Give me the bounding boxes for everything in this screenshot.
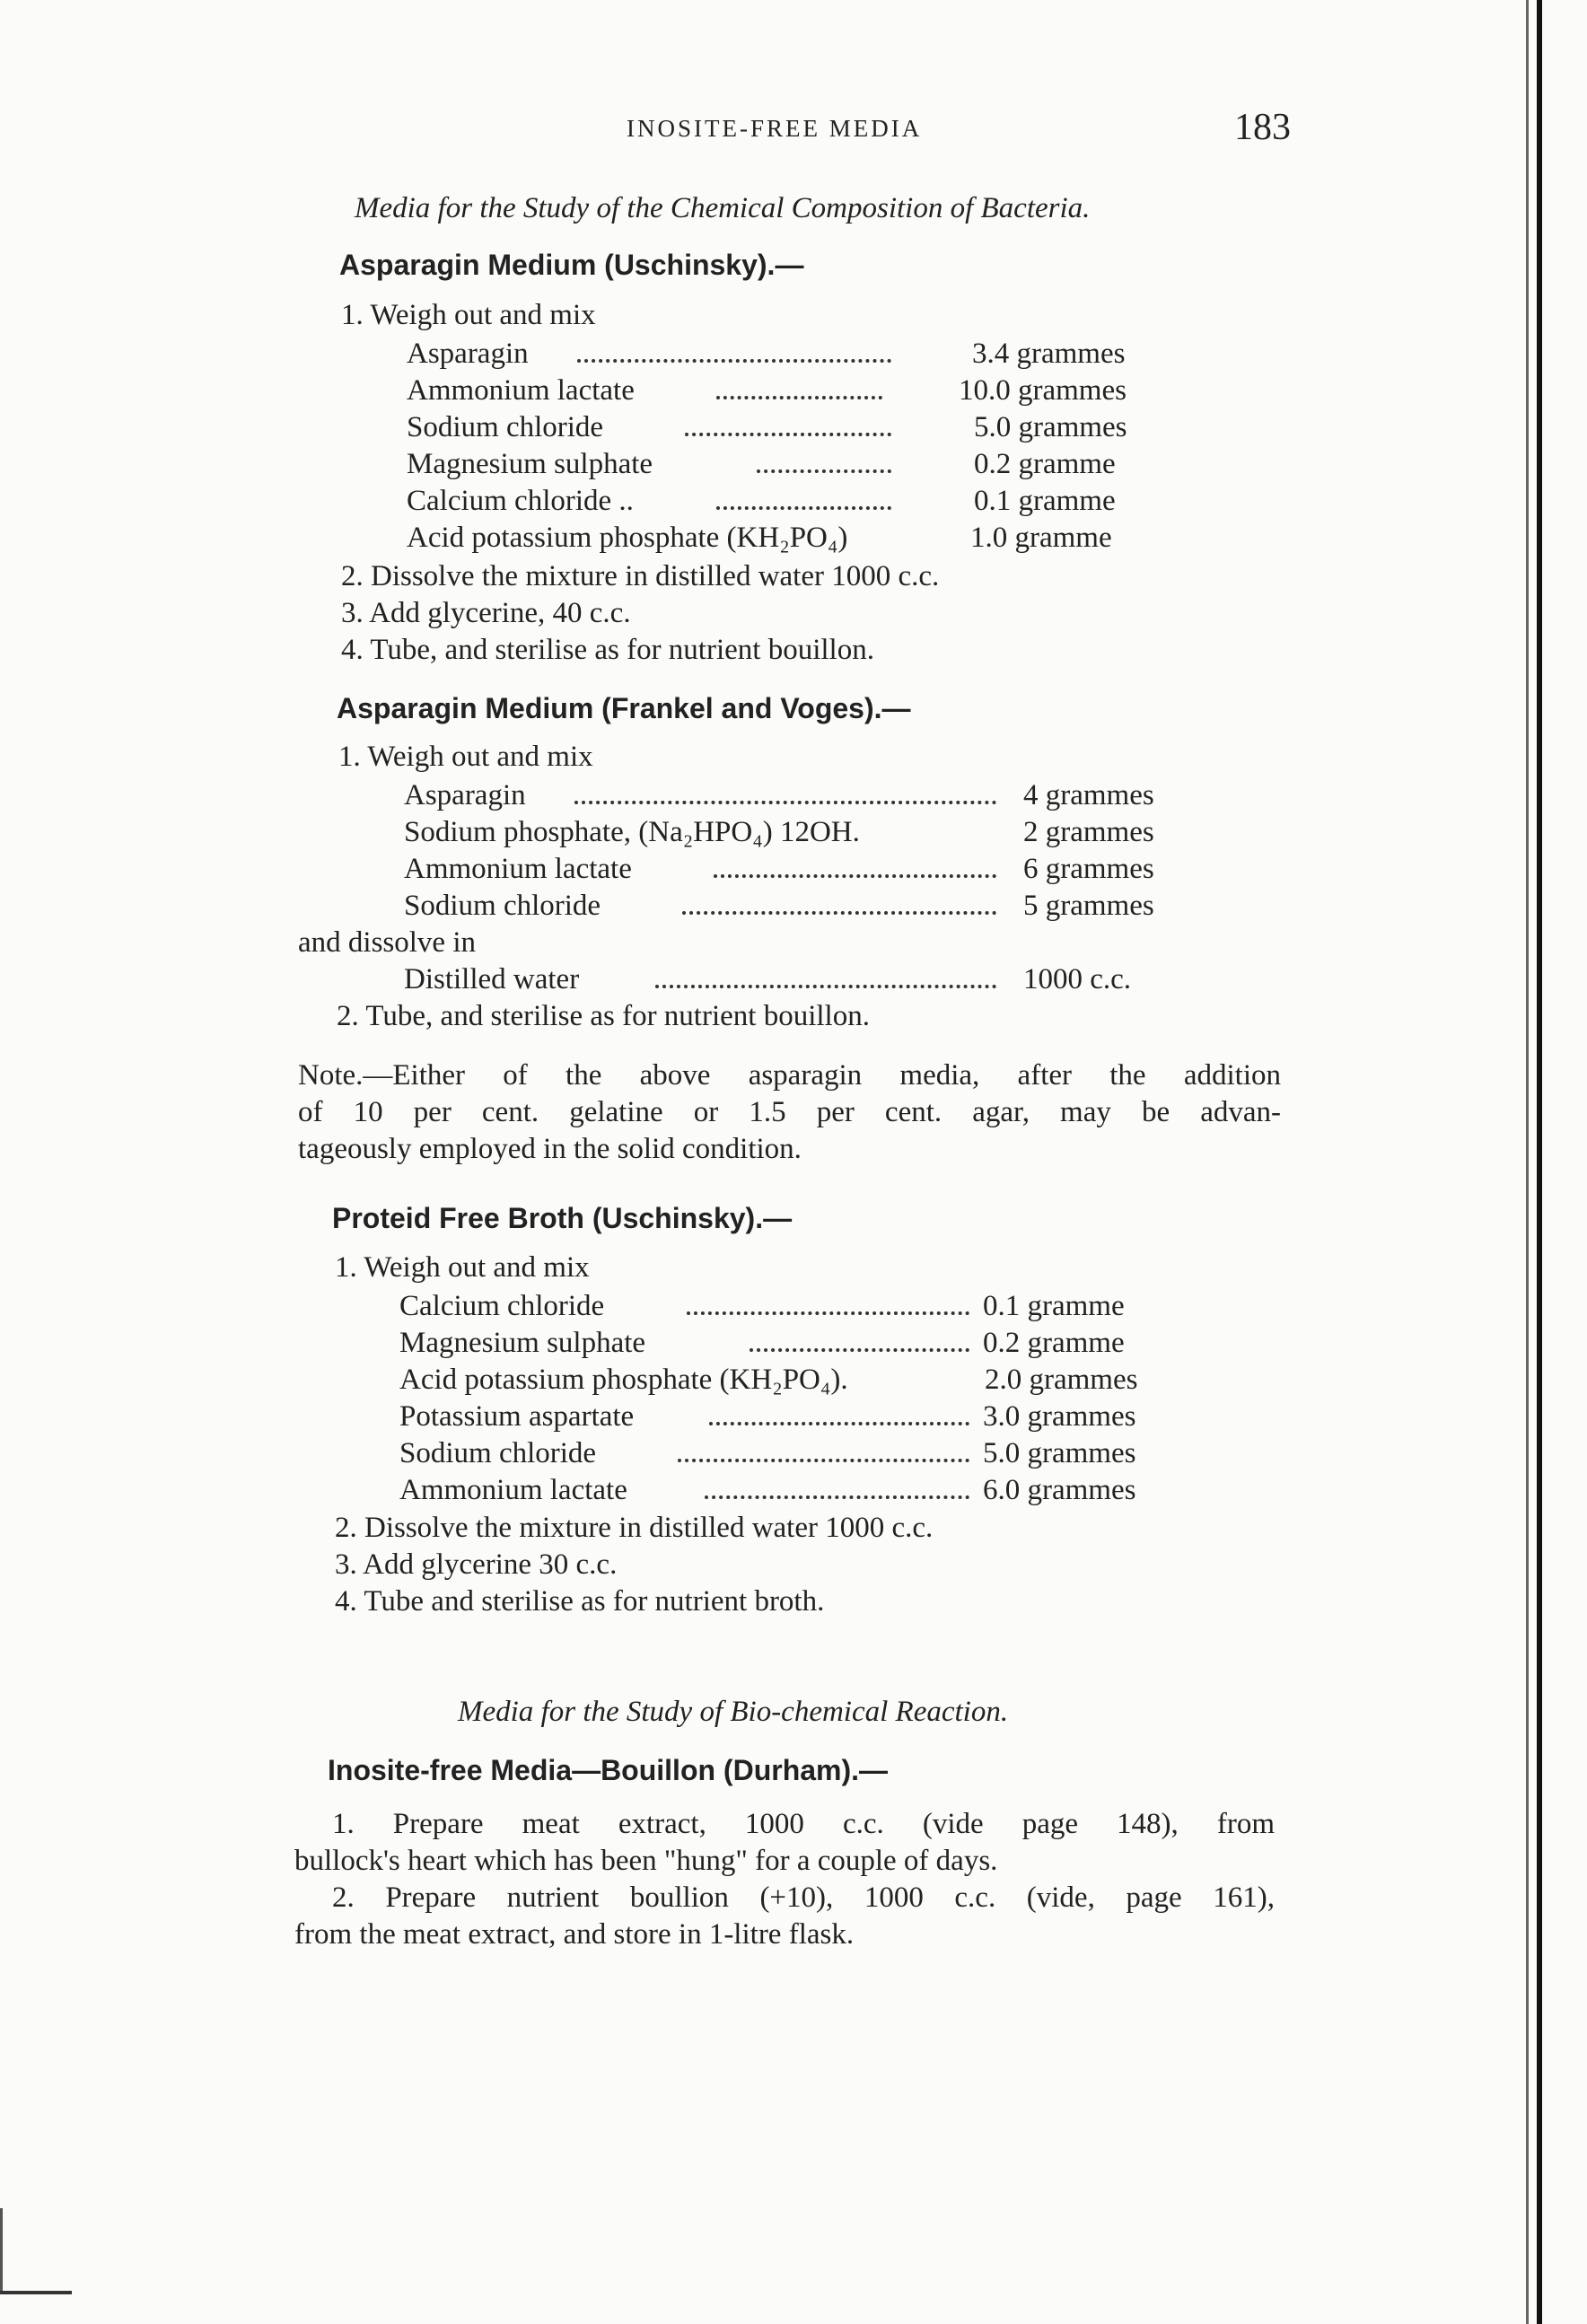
ingredient-amount: 1000 c.c. <box>1023 963 1132 995</box>
recipe-heading-asparagin-uschinsky: Asparagin Medium (Uschinsky).— <box>339 249 804 281</box>
ingredient-name: Asparagin <box>407 338 529 370</box>
ingredient-name: Sodium chloride <box>399 1437 597 1469</box>
recipe-heading-proteid-free-broth: Proteid Free Broth (Uschinsky).— <box>332 1202 793 1234</box>
step-tube-sterilise: 4. Tube and sterilise as for nutrient broth. <box>335 1585 825 1618</box>
paragraph-line: from the meat extract, and store in 1-litre flask. <box>294 1918 855 1951</box>
ingredient-list <box>399 1288 1189 1513</box>
ingredient-amount: 0.1 gramme <box>974 485 1116 517</box>
ingredient-amount: 4 grammes <box>1023 779 1154 811</box>
ingredient-name: Ammonium lactate <box>404 853 632 885</box>
page-number: 183 <box>1234 107 1291 148</box>
paragraph-line: 2. Prepare nutrient boullion (+10), 1000 c.c. (vide, page 161), <box>332 1881 1275 1914</box>
ingredient-row <box>407 446 1179 482</box>
running-header: INOSITE-FREE MEDIA <box>627 115 923 142</box>
ingredient-list <box>404 961 1194 997</box>
leader-dots <box>577 359 891 363</box>
ingredient-list <box>404 777 1194 930</box>
ingredient-row <box>404 888 1194 924</box>
ingredient-row <box>399 1288 1189 1324</box>
dissolve-in-label: and dissolve in <box>298 926 476 959</box>
note-line: of 10 per cent. gelatine or 1.5 per cent. agar, may be advan- <box>298 1096 1281 1128</box>
ingredient-amount: 3.0 grammes <box>983 1400 1136 1433</box>
ingredient-name: Acid potassium phosphate (KH₂PO₄). <box>399 1364 848 1396</box>
page-edge-line <box>1526 0 1529 2324</box>
leader-dots <box>678 1459 969 1462</box>
section-title-biochemical-reaction: Media for the Study of Bio-chemical Reaction. <box>458 1696 1009 1728</box>
leader-dots <box>716 506 891 510</box>
ingredient-name: Sodium phosphate, (Na₂HPO₄) 12OH. <box>404 816 860 848</box>
section-title-chemical-composition: Media for the Study of the Chemical Composition of Bacteria. <box>355 192 1091 224</box>
ingredient-amount: 0.1 gramme <box>983 1290 1125 1322</box>
ingredient-amount: 0.2 gramme <box>974 448 1116 480</box>
ingredient-name: Magnesium sulphate <box>399 1327 646 1359</box>
leader-dots <box>682 911 996 915</box>
leader-dots <box>655 985 996 988</box>
ingredient-amount: 2 grammes <box>1023 816 1154 848</box>
ingredient-row <box>399 1435 1189 1471</box>
ingredient-row <box>407 409 1179 445</box>
ingredient-amount: 3.4 grammes <box>972 338 1126 370</box>
step-dissolve: 2. Dissolve the mixture in distilled water 1000 c.c. <box>335 1512 934 1544</box>
step-dissolve: 2. Dissolve the mixture in distilled water 1000 c.c. <box>341 560 940 592</box>
page-corner-mark <box>0 2208 3 2293</box>
ingredient-name: Distilled water <box>404 963 580 995</box>
ingredient-amount: 6 grammes <box>1023 853 1154 885</box>
ingredient-row <box>404 777 1194 813</box>
leader-dots <box>757 469 891 473</box>
ingredient-row <box>399 1325 1189 1361</box>
ingredient-row <box>407 373 1179 408</box>
note-line: tageously employed in the solid condition. <box>298 1133 802 1165</box>
ingredient-row <box>407 336 1179 372</box>
ingredient-name: Acid potassium phosphate (KH₂PO₄) <box>407 522 848 554</box>
ingredient-amount: 5 grammes <box>1023 890 1154 922</box>
page-corner-mark <box>0 2291 72 2294</box>
ingredient-name: Sodium chloride <box>407 411 604 443</box>
leader-dots <box>716 396 882 399</box>
step-weigh-mix: 1. Weigh out and mix <box>335 1251 590 1284</box>
recipe-heading-asparagin-frankel-voges: Asparagin Medium (Frankel and Voges).— <box>337 692 911 724</box>
leader-dots <box>709 1422 969 1425</box>
ingredient-row <box>407 520 1179 556</box>
ingredient-row <box>404 961 1194 997</box>
ingredient-row <box>399 1362 1189 1398</box>
ingredient-amount: 10.0 grammes <box>959 374 1127 407</box>
leader-dots <box>705 1495 969 1499</box>
ingredient-row <box>399 1472 1189 1508</box>
step-add-glycerine: 3. Add glycerine 30 c.c. <box>335 1548 618 1581</box>
note-line: Note.—Either of the above asparagin media, after the addition <box>298 1059 1281 1092</box>
ingredient-row <box>404 851 1194 887</box>
ingredient-name: Sodium chloride <box>404 890 601 922</box>
ingredient-name: Asparagin <box>404 779 526 811</box>
paragraph-line: 1. Prepare meat extract, 1000 c.c. (vide page 148), from <box>332 1808 1275 1840</box>
step-tube-sterilise: 4. Tube, and sterilise as for nutrient bouillon. <box>341 634 874 666</box>
page-edge-shadow <box>1537 0 1542 2324</box>
ingredient-name: Calcium chloride .. <box>407 485 634 517</box>
ingredient-amount: 1.0 gramme <box>970 522 1112 554</box>
leader-dots <box>750 1348 969 1352</box>
leader-dots <box>714 874 996 878</box>
step-weigh-mix: 1. Weigh out and mix <box>341 299 596 331</box>
ingredient-row <box>407 483 1179 519</box>
ingredient-amount: 2.0 grammes <box>985 1364 1138 1396</box>
ingredient-name: Ammonium lactate <box>407 374 635 407</box>
step-weigh-mix: 1. Weigh out and mix <box>338 741 593 773</box>
ingredient-name: Ammonium lactate <box>399 1474 627 1506</box>
leader-dots <box>685 433 891 436</box>
leader-dots <box>687 1311 969 1315</box>
ingredient-list <box>407 336 1179 560</box>
step-add-glycerine: 3. Add glycerine, 40 c.c. <box>341 597 631 629</box>
ingredient-amount: 5.0 grammes <box>983 1437 1136 1469</box>
recipe-heading-inosite-free-bouillon: Inosite-free Media—Bouillon (Durham).— <box>328 1754 889 1786</box>
paragraph-line: bullock's heart which has been "hung" for a couple of days. <box>294 1845 998 1877</box>
leader-dots <box>574 801 996 804</box>
ingredient-name: Magnesium sulphate <box>407 448 653 480</box>
ingredient-amount: 5.0 grammes <box>974 411 1127 443</box>
ingredient-amount: 0.2 gramme <box>983 1327 1125 1359</box>
ingredient-amount: 6.0 grammes <box>983 1474 1136 1506</box>
ingredient-row <box>399 1399 1189 1434</box>
ingredient-name: Calcium chloride <box>399 1290 605 1322</box>
ingredient-row <box>404 814 1194 850</box>
ingredient-name: Potassium aspartate <box>399 1400 635 1433</box>
step-tube-sterilise: 2. Tube, and sterilise as for nutrient bouillon. <box>337 1000 870 1032</box>
